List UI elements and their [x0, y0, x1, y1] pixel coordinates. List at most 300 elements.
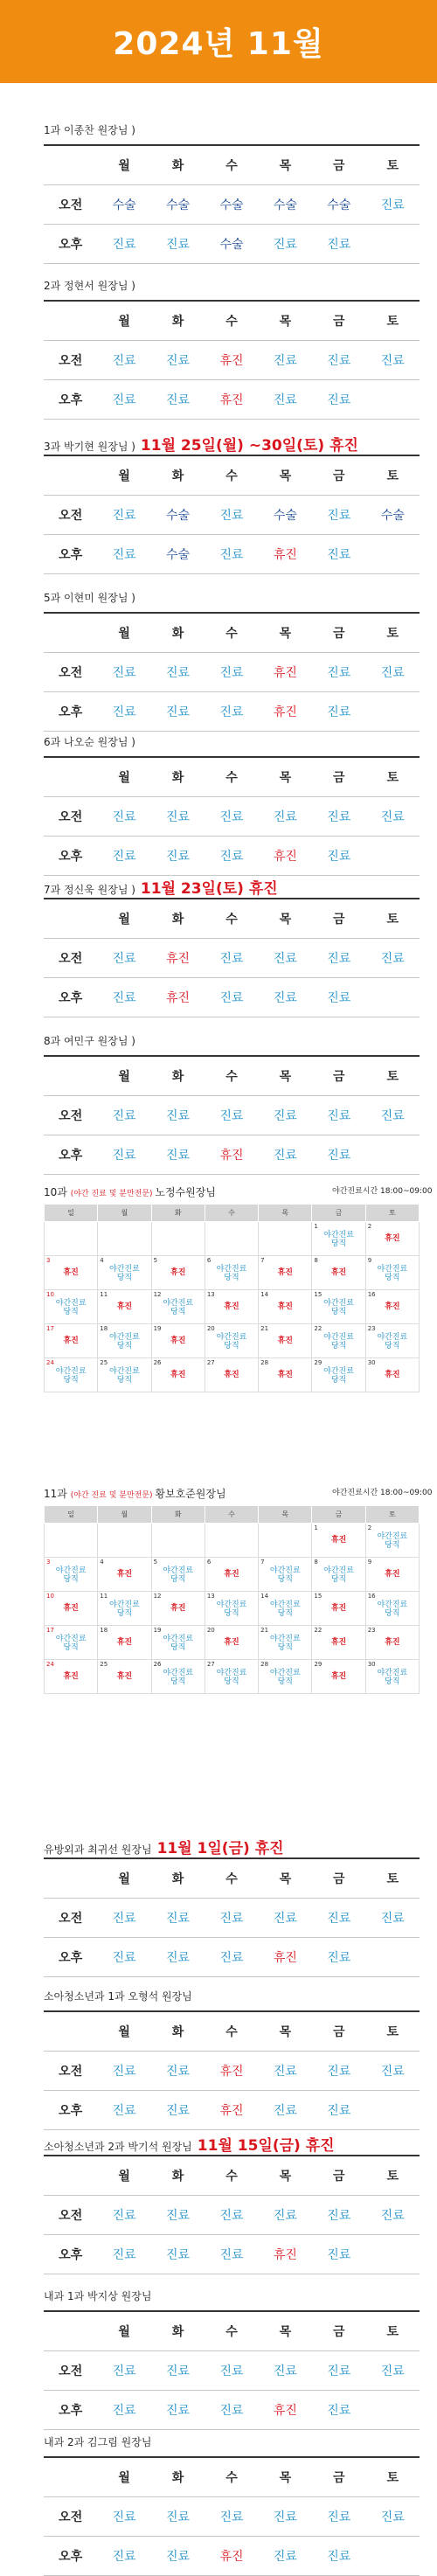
calendar-week — [45, 1256, 420, 1290]
day-header: 목 — [259, 2156, 312, 2196]
day-header: 목 — [259, 757, 312, 797]
night-duty: 당직 — [277, 1575, 293, 1584]
day-number: 25 — [100, 1359, 108, 1366]
night-duty: 당직 — [116, 1609, 133, 1618]
schedule-cell: 진료 — [259, 1899, 312, 1938]
s5-title — [44, 734, 135, 749]
s3-schedule-table — [44, 455, 420, 574]
day-number: 21 — [260, 1627, 269, 1634]
schedule-row — [44, 2052, 420, 2091]
cal11-calendar — [44, 1505, 420, 1694]
schedule-cell: 진료 — [97, 2196, 150, 2235]
schedule-cell — [366, 2091, 420, 2130]
day-header: 화 — [151, 2311, 205, 2351]
day-header: 수 — [205, 2011, 258, 2052]
day-number: 20 — [206, 1627, 215, 1634]
night-duty: 야간진료 — [55, 1367, 87, 1376]
night-duty: 야간진료 — [377, 1669, 408, 1677]
night-duty: 당직 — [224, 1609, 239, 1618]
schedule-cell: 진료 — [205, 939, 258, 978]
night-duty: 당직 — [330, 1308, 347, 1316]
schedule-cell: 수술 — [151, 496, 205, 535]
schedule-cell: 진료 — [151, 2091, 205, 2130]
schedule-cell: 진료 — [97, 837, 150, 876]
schedule-cell: 진료 — [97, 653, 150, 692]
schedule-cell: 진료 — [205, 1938, 258, 1977]
night-duty: 야간진료 — [377, 1265, 408, 1274]
day-header: 금 — [312, 757, 365, 797]
schedule-cell: 진료 — [97, 1938, 150, 1977]
day-header: 수 — [205, 899, 258, 939]
schedule-cell: 진료 — [312, 837, 365, 876]
day-number: 22 — [314, 1325, 323, 1332]
calendar-header — [45, 1506, 420, 1524]
day-number: 17 — [46, 1627, 54, 1634]
schedule-row — [44, 692, 420, 732]
day-number: 19 — [153, 1627, 162, 1634]
day-header: 금 — [312, 2156, 365, 2196]
day-number: 23 — [367, 1325, 376, 1332]
header-row — [44, 1858, 420, 1899]
day-header: 토 — [366, 2457, 420, 2497]
schedule-cell: 진료 — [312, 2196, 365, 2235]
schedule-cell: 진료 — [312, 2537, 365, 2576]
day-number: 9 — [367, 1559, 372, 1566]
schedule-cell: 진료 — [151, 653, 205, 692]
night-duty: 야간진료 — [109, 1333, 140, 1342]
schedule-cell: 진료 — [259, 225, 312, 264]
schedule-cell: 진료 — [205, 2391, 258, 2430]
header-row — [44, 899, 420, 939]
day-header: 화 — [151, 1858, 205, 1899]
day-number: 25 — [100, 1661, 108, 1668]
day-header: 화 — [151, 2457, 205, 2497]
schedule-cell: 진료 — [97, 939, 150, 978]
schedule-cell: 휴진 — [259, 2391, 312, 2430]
day-header: 토 — [366, 301, 420, 341]
day-number: 18 — [100, 1325, 108, 1332]
row-label: 오후 — [44, 2537, 97, 2576]
calendar-day — [312, 1592, 365, 1626]
schedule-row — [44, 225, 420, 264]
schedule-row — [44, 2351, 420, 2391]
day-number: 30 — [367, 1359, 376, 1366]
day-header: 목 — [259, 145, 312, 185]
cal10-calendar — [44, 1204, 420, 1392]
corner-cell — [44, 613, 97, 653]
schedule-cell: 진료 — [312, 1135, 365, 1175]
day-number: 1 — [314, 1223, 318, 1230]
calendar-day — [312, 1558, 365, 1592]
day-number: 10 — [46, 1291, 54, 1298]
schedule-cell: 진료 — [151, 692, 205, 732]
header-row — [44, 2457, 420, 2497]
calendar-week — [45, 1592, 420, 1626]
schedule-cell: 진료 — [259, 2497, 312, 2537]
schedule-cell: 진료 — [312, 1899, 365, 1938]
schedule-cell: 진료 — [366, 939, 420, 978]
day-number: 14 — [260, 1593, 269, 1600]
schedule-cell: 진료 — [312, 797, 365, 837]
day-number: 13 — [206, 1593, 215, 1600]
weekday-header: 일 — [45, 1506, 98, 1524]
corner-cell — [44, 757, 97, 797]
schedule-cell: 진료 — [151, 341, 205, 380]
day-header: 월 — [97, 1056, 150, 1096]
schedule-cell: 진료 — [205, 692, 258, 732]
day-number: 23 — [367, 1627, 376, 1634]
night-duty: 당직 — [170, 1308, 186, 1316]
row-label: 오후 — [44, 978, 97, 1017]
schedule-cell: 진료 — [205, 1096, 258, 1135]
day-header: 월 — [97, 613, 150, 653]
day-header: 화 — [151, 613, 205, 653]
day-number: 12 — [153, 1593, 162, 1600]
schedule-cell: 진료 — [259, 978, 312, 1017]
row-label: 오전 — [44, 939, 97, 978]
night-hours: 야간진료시간 18:00~09:00 — [332, 1489, 433, 1497]
schedule-cell: 진료 — [97, 2091, 150, 2130]
row-label: 오전 — [44, 1096, 97, 1135]
schedule-cell: 진료 — [151, 1135, 205, 1175]
calendar-day — [98, 1524, 151, 1558]
day-number: 13 — [206, 1291, 215, 1298]
calendar-day — [259, 1592, 312, 1626]
schedule-cell: 진료 — [259, 2351, 312, 2391]
night-duty: 야간진료 — [377, 1600, 408, 1609]
calendar-day — [365, 1256, 419, 1290]
day-header: 화 — [151, 2011, 205, 2052]
day-header: 화 — [151, 145, 205, 185]
calendar-day — [45, 1660, 98, 1694]
day-number: 12 — [153, 1291, 162, 1298]
row-label: 오후 — [44, 1938, 97, 1977]
day-header: 수 — [205, 1056, 258, 1096]
schedule-cell: 수술 — [97, 185, 150, 225]
schedule-cell: 진료 — [312, 1938, 365, 1977]
schedule-cell: 휴진 — [205, 1135, 258, 1175]
schedule-cell: 진료 — [97, 535, 150, 574]
day-off: 휴진 — [224, 1371, 239, 1379]
calendar-day — [151, 1222, 205, 1256]
calendar-day — [365, 1222, 419, 1256]
dept: 10과 — [44, 1186, 71, 1198]
page-title: 2024년 11월 — [113, 26, 324, 62]
schedule-row — [44, 939, 420, 978]
day-header: 토 — [366, 1056, 420, 1096]
schedule-cell: 진료 — [151, 797, 205, 837]
day-header: 수 — [205, 1858, 258, 1899]
day-off: 휴진 — [385, 1234, 400, 1243]
night-duty: 당직 — [116, 1342, 133, 1350]
calendar-week — [45, 1222, 420, 1256]
day-header: 월 — [97, 301, 150, 341]
calendar-header — [45, 1205, 420, 1222]
calendar-day — [259, 1324, 312, 1358]
closure-note: 11월 1일(금) 휴진 — [156, 1840, 284, 1857]
schedule-cell: 진료 — [97, 1135, 150, 1175]
day-header: 수 — [205, 2457, 258, 2497]
day-off: 휴진 — [170, 1604, 186, 1613]
schedule-cell: 수술 — [151, 185, 205, 225]
night-duty: 당직 — [330, 1239, 347, 1248]
day-header: 목 — [259, 301, 312, 341]
schedule-cell: 진료 — [312, 225, 365, 264]
schedule-row — [44, 2497, 420, 2537]
schedule-row — [44, 1096, 420, 1135]
day-off: 휴진 — [277, 1302, 293, 1311]
s4-title — [44, 590, 135, 605]
calendar-day — [151, 1592, 205, 1626]
doctor-name: 6과 나오순 원장님 ) — [44, 736, 135, 748]
day-off: 휴진 — [330, 1672, 347, 1681]
day-header: 화 — [151, 301, 205, 341]
corner-cell — [44, 2011, 97, 2052]
calendar-day — [205, 1524, 258, 1558]
schedule-row — [44, 496, 420, 535]
schedule-cell: 진료 — [97, 380, 150, 420]
schedule-cell: 진료 — [366, 2052, 420, 2091]
weekday-header: 수 — [205, 1506, 258, 1524]
calendar-day — [259, 1256, 312, 1290]
day-off: 휴진 — [63, 1672, 79, 1681]
schedule-cell: 진료 — [151, 2052, 205, 2091]
weekday-header: 월 — [98, 1205, 151, 1222]
calendar-day — [205, 1592, 258, 1626]
header-row — [44, 145, 420, 185]
schedule-row — [44, 341, 420, 380]
schedule-cell: 진료 — [205, 496, 258, 535]
day-off: 휴진 — [385, 1638, 400, 1647]
schedule-cell: 휴진 — [259, 2235, 312, 2274]
calendar-day — [98, 1256, 151, 1290]
day-off: 휴진 — [224, 1570, 239, 1579]
schedule-cell: 진료 — [151, 1899, 205, 1938]
corner-cell — [44, 455, 97, 496]
schedule-cell: 진료 — [151, 2391, 205, 2430]
calendar-day — [151, 1524, 205, 1558]
schedule-cell: 진료 — [366, 1899, 420, 1938]
calendar-day — [259, 1524, 312, 1558]
weekday-header: 금 — [312, 1205, 365, 1222]
schedule-cell: 진료 — [97, 2537, 150, 2576]
calendar-day — [312, 1324, 365, 1358]
day-number: 26 — [153, 1359, 162, 1366]
night-duty: 야간진료 — [216, 1669, 247, 1677]
night-duty: 야간진료 — [323, 1299, 354, 1308]
closure-note: 11월 23일(토) 휴진 — [140, 880, 278, 898]
s6-title — [44, 876, 278, 898]
schedule-cell: 진료 — [205, 2497, 258, 2537]
s2-title — [44, 278, 135, 293]
day-header: 금 — [312, 1056, 365, 1096]
day-header: 수 — [205, 2156, 258, 2196]
schedule-cell: 진료 — [259, 1096, 312, 1135]
closure-note: 11월 15일(금) 휴진 — [197, 2137, 335, 2155]
schedule-cell: 진료 — [312, 2052, 365, 2091]
day-number: 6 — [206, 1559, 212, 1566]
closure-note: 11월 25일(월) ~30일(토) 휴진 — [140, 437, 358, 455]
calendar-day — [98, 1660, 151, 1694]
night-duty: 당직 — [277, 1643, 293, 1652]
schedule-cell: 진료 — [259, 2091, 312, 2130]
dept-note: (야간 진료 및 분만전문) — [70, 1491, 156, 1500]
day-number: 4 — [100, 1257, 104, 1264]
schedule-cell: 진료 — [151, 2497, 205, 2537]
schedule-cell — [366, 837, 420, 876]
header-row — [44, 455, 420, 496]
day-number: 28 — [260, 1661, 269, 1668]
calendar-day — [205, 1558, 258, 1592]
s12-schedule-table — [44, 2456, 420, 2576]
day-number: 3 — [46, 1257, 51, 1264]
day-number: 19 — [153, 1325, 162, 1332]
s1-title — [44, 122, 135, 137]
day-header: 목 — [259, 455, 312, 496]
day-number: 29 — [314, 1661, 323, 1668]
doctor-name: 내과 1과 박지상 원장님 — [44, 2290, 152, 2302]
s3-title — [44, 433, 358, 455]
corner-cell — [44, 2156, 97, 2196]
schedule-cell: 진료 — [312, 2391, 365, 2430]
day-header: 금 — [312, 613, 365, 653]
day-header: 월 — [97, 757, 150, 797]
night-duty: 당직 — [385, 1274, 400, 1282]
day-off: 휴진 — [330, 1268, 347, 1277]
day-header: 월 — [97, 2311, 150, 2351]
doctor-name: 8과 여민구 원장님 ) — [44, 1035, 135, 1047]
day-number: 11 — [100, 1291, 108, 1298]
day-number: 27 — [206, 1661, 215, 1668]
schedule-cell: 진료 — [205, 2351, 258, 2391]
day-header: 금 — [312, 2011, 365, 2052]
day-off: 휴진 — [170, 1337, 186, 1345]
weekday-header: 토 — [365, 1205, 419, 1222]
day-header: 토 — [366, 2011, 420, 2052]
calendar-day — [151, 1660, 205, 1694]
schedule-cell: 진료 — [97, 978, 150, 1017]
day-off: 휴진 — [330, 1604, 347, 1613]
day-number: 7 — [260, 1559, 265, 1566]
night-duty: 당직 — [63, 1376, 79, 1385]
header-row — [44, 613, 420, 653]
calendar-day — [98, 1558, 151, 1592]
schedule-row — [44, 2537, 420, 2576]
doctor-name: 황보호준원장님 — [155, 1488, 226, 1500]
day-off: 휴진 — [63, 1268, 79, 1277]
day-header: 토 — [366, 613, 420, 653]
header-row — [44, 2011, 420, 2052]
day-number: 24 — [46, 1359, 54, 1366]
doctor-name: 소아청소년과 1과 오형석 원장님 — [44, 1990, 192, 2003]
schedule-cell: 진료 — [259, 341, 312, 380]
schedule-cell: 휴진 — [151, 939, 205, 978]
doctor-name: 7과 정신욱 원장님 ) — [44, 884, 135, 896]
day-number: 11 — [100, 1593, 108, 1600]
s7-title — [44, 1033, 135, 1048]
doctor-name: 소아청소년과 2과 박기석 원장님 — [44, 2141, 192, 2153]
schedule-cell: 진료 — [312, 380, 365, 420]
calendar-day — [98, 1324, 151, 1358]
schedule-cell: 진료 — [312, 2351, 365, 2391]
night-duty: 야간진료 — [269, 1600, 301, 1609]
calendar-day — [205, 1324, 258, 1358]
row-label: 오후 — [44, 692, 97, 732]
day-header: 화 — [151, 1056, 205, 1096]
schedule-row — [44, 837, 420, 876]
schedule-cell: 진료 — [205, 2235, 258, 2274]
calendar-day — [98, 1290, 151, 1324]
day-off: 휴진 — [385, 1371, 400, 1379]
night-duty: 야간진료 — [216, 1600, 247, 1609]
row-label: 오전 — [44, 185, 97, 225]
schedule-row — [44, 1135, 420, 1175]
schedule-cell: 진료 — [366, 2351, 420, 2391]
header-row — [44, 2156, 420, 2196]
day-number: 2 — [367, 1524, 372, 1531]
calendar-day — [365, 1558, 419, 1592]
night-duty: 야간진료 — [216, 1265, 247, 1274]
schedule-cell: 진료 — [312, 2497, 365, 2537]
calendar-day — [151, 1358, 205, 1392]
day-off: 휴진 — [330, 1536, 347, 1545]
day-header: 토 — [366, 2311, 420, 2351]
day-number: 8 — [314, 1559, 318, 1566]
row-label: 오전 — [44, 653, 97, 692]
calendar-week — [45, 1290, 420, 1324]
schedule-cell: 진료 — [366, 797, 420, 837]
weekday-header: 토 — [365, 1506, 419, 1524]
day-number: 3 — [46, 1559, 51, 1566]
day-header: 금 — [312, 2457, 365, 2497]
schedule-row — [44, 2091, 420, 2130]
schedule-cell: 진료 — [205, 797, 258, 837]
day-off: 휴진 — [116, 1672, 133, 1681]
day-header: 월 — [97, 2457, 150, 2497]
calendar-day — [365, 1324, 419, 1358]
day-header: 월 — [97, 899, 150, 939]
schedule-cell: 진료 — [97, 2052, 150, 2091]
header-row — [44, 301, 420, 341]
day-number: 24 — [46, 1661, 54, 1668]
day-header: 토 — [366, 757, 420, 797]
weekday-header: 목 — [259, 1205, 312, 1222]
calendar-day — [205, 1222, 258, 1256]
cal10-title — [44, 1184, 433, 1199]
night-duty: 야간진료 — [216, 1333, 247, 1342]
schedule-cell — [366, 2235, 420, 2274]
night-duty: 당직 — [224, 1677, 239, 1686]
day-header: 목 — [259, 899, 312, 939]
dept: 11과 — [44, 1488, 71, 1500]
day-header: 목 — [259, 2011, 312, 2052]
s6-schedule-table — [44, 898, 420, 1017]
doctor-name: 노정수원장님 — [155, 1186, 216, 1198]
calendar-day — [259, 1358, 312, 1392]
day-header: 토 — [366, 2156, 420, 2196]
row-label: 오후 — [44, 535, 97, 574]
calendar-day — [98, 1592, 151, 1626]
header-row — [44, 757, 420, 797]
calendar-week — [45, 1660, 420, 1694]
doctor-name: 3과 박기현 원장님 ) — [44, 441, 135, 453]
corner-cell — [44, 145, 97, 185]
s9-schedule-table — [44, 2010, 420, 2130]
schedule-cell: 진료 — [97, 2391, 150, 2430]
night-duty: 당직 — [385, 1609, 400, 1618]
s8-schedule-table — [44, 1857, 420, 1977]
schedule-cell: 수술 — [366, 496, 420, 535]
